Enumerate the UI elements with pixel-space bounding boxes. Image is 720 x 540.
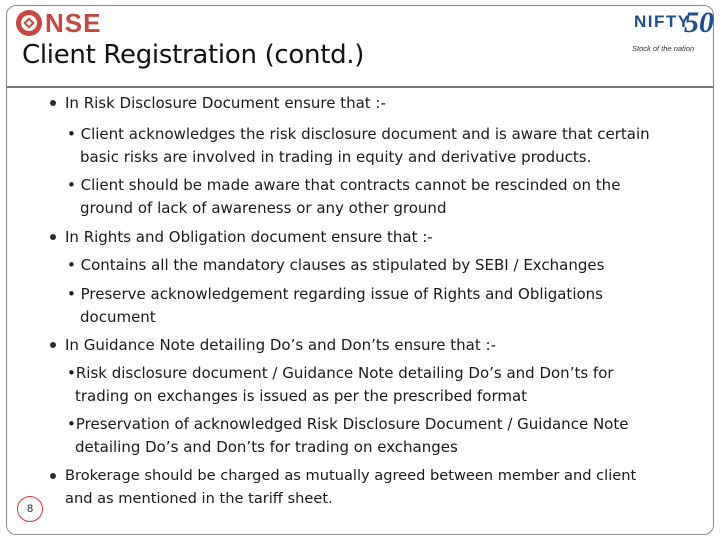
sub-bullet-text: •Risk disclosure document / Guidance Note detailing Do’s and Don’ts for bbox=[67, 364, 614, 382]
slide-number: 8 bbox=[17, 496, 43, 522]
sub-bullet-text: • Preserve acknowledgement regarding issue of Rights and Obligations bbox=[67, 285, 603, 303]
bullet-dot-icon bbox=[50, 100, 56, 106]
bullet-guidance-note: In Guidance Note detailing Do’s and Don’ts ensure that :- bbox=[65, 336, 496, 354]
bullet-dot-icon bbox=[50, 234, 56, 240]
sub-bullet-text: ground of lack of awareness or any other ground bbox=[80, 199, 447, 217]
bullet-brokerage-cont: and as mentioned in the tariff sheet. bbox=[65, 490, 333, 507]
bullet-brokerage: Brokerage should be charged as mutually agreed between member and client bbox=[65, 467, 637, 484]
sub-bullet-text: basic risks are involved in trading in equity and derivative products. bbox=[80, 148, 592, 166]
sub-bullet-text: •Preservation of acknowledged Risk Disclosure Document / Guidance Note bbox=[67, 415, 629, 433]
bullet-rights-obligation: In Rights and Obligation document ensure that :- bbox=[65, 228, 433, 246]
sub-bullet-text: • Client acknowledges the risk disclosure document and is aware that certain bbox=[67, 125, 650, 143]
sub-bullet-text: • Contains all the mandatory clauses as stipulated by SEBI / Exchanges bbox=[67, 256, 605, 274]
sub-bullet-text: detailing Do’s and Don’ts for trading on exchanges bbox=[75, 438, 458, 456]
nse-logo-text: NSE bbox=[45, 8, 102, 38]
nifty-logo-number: 50 bbox=[684, 6, 714, 39]
nifty-tagline: Stock of the nation bbox=[632, 44, 695, 53]
sub-bullet-text: trading on exchanges is issued as per the prescribed format bbox=[75, 387, 528, 405]
bullet-dot-icon bbox=[50, 473, 56, 479]
sub-bullet-text: document bbox=[80, 308, 156, 326]
nifty-logo-text: NIFTY bbox=[634, 12, 691, 31]
bullet-dot-icon bbox=[50, 342, 56, 348]
page-title: Client Registration (contd.) bbox=[22, 40, 365, 70]
sub-bullet-text: • Client should be made aware that contracts cannot be rescinded on the bbox=[67, 176, 621, 194]
bullet-risk-disclosure: In Risk Disclosure Document ensure that :- bbox=[65, 94, 386, 112]
